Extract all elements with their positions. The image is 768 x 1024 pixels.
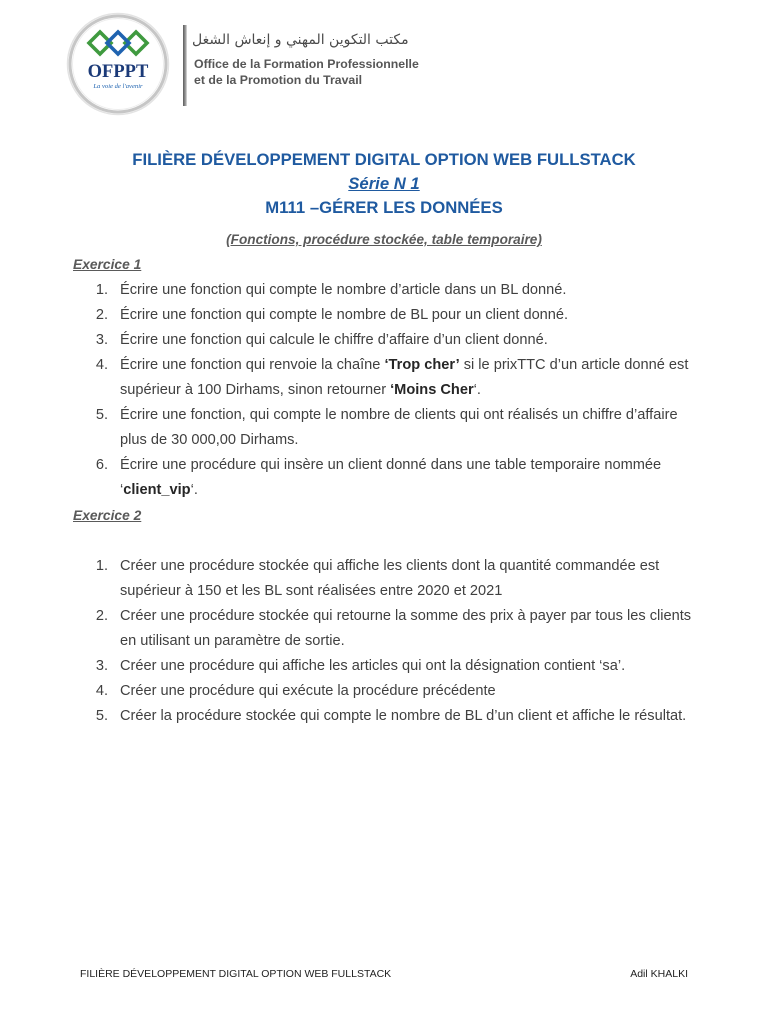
list-item-line — [0, 554, 768, 579]
item-number: 6. — [95, 457, 108, 474]
header-divider — [183, 25, 187, 106]
exercise-2-list — [0, 554, 768, 730]
item-text: Créer une procédure stockée qui retourne la somme des prix à payer par tous les clients — [120, 607, 692, 624]
exercise-heading — [0, 252, 768, 277]
institution-name-arabic: مكتب التكوين المهني و إنعاش الشغل — [192, 32, 409, 48]
item-text: Créer une procédure qui affiche les articles qui ont la désignation contient ‘sa’. — [120, 657, 626, 674]
item-text-segment: supérieur à 100 Dirhams, sinon retourner — [120, 381, 391, 398]
serie-title-text: Série N 1 — [348, 174, 420, 193]
list-item — [0, 654, 768, 679]
item-text: Écrire une fonction qui compte le nombre de BL pour un client donné. — [120, 306, 569, 323]
blank-line — [0, 528, 768, 553]
emphasized-text: client_vip — [123, 482, 191, 499]
item-number: 5. — [95, 708, 108, 725]
list-item-line — [0, 353, 768, 378]
item-text: Écrire une fonction, qui compte le nombre de clients qui ont réalisés un chiffre d’affaire — [120, 407, 678, 423]
list-item — [0, 704, 768, 729]
exercise-1-list — [0, 278, 768, 504]
document-title-block — [0, 148, 768, 220]
item-text-segment: ‘. — [473, 381, 481, 398]
item-number: 4. — [95, 356, 108, 373]
list-item-line — [0, 478, 768, 503]
item-number: 3. — [95, 657, 108, 674]
emphasized-text: ‘Trop cher’ — [384, 356, 460, 373]
footer-filiere: FILIÈRE DÉVELOPPEMENT DIGITAL OPTION WEB FULLSTACK — [80, 968, 392, 980]
footer-author: Adil KHALKI — [630, 968, 688, 980]
institution-name-line-1: Office de la Formation Professionnelle — [194, 57, 419, 71]
list-item-line — [0, 654, 768, 679]
item-number: 1. — [95, 281, 108, 298]
list-item — [0, 453, 768, 503]
item-number: 1. — [95, 557, 108, 574]
exercises — [0, 252, 768, 729]
item-text-segment: si le prixTTC d’un article donné est — [459, 356, 689, 373]
list-item — [0, 554, 768, 604]
item-number: 2. — [95, 607, 108, 624]
list-item-line — [0, 303, 768, 328]
logo-tagline: La voie de l'avenir — [93, 83, 143, 90]
list-item-line — [0, 328, 768, 353]
list-item-line — [0, 704, 768, 729]
list-item-line — [0, 629, 768, 654]
list-item-line — [0, 679, 768, 704]
logo-acronym: OFPPT — [87, 62, 149, 82]
list-item — [0, 679, 768, 704]
item-text: Écrire une fonction qui compte le nombre d’article dans un BL donné. — [120, 281, 567, 298]
list-item — [0, 303, 768, 328]
item-text-segment: Écrire une fonction qui renvoie la chaîne — [120, 356, 385, 373]
item-text: Créer une procédure qui exécute la procédure précédente — [120, 683, 496, 700]
list-item-line — [0, 604, 768, 629]
item-text-segment: ‘. — [190, 482, 198, 499]
exercise-2 — [0, 503, 768, 729]
filiere-title: FILIÈRE DÉVELOPPEMENT DIGITAL OPTION WEB FULLSTACK — [132, 150, 636, 169]
list-item-line — [0, 428, 768, 453]
item-text — [0, 382, 481, 398]
topics-subtitle — [0, 228, 768, 252]
list-item-line — [0, 579, 768, 604]
item-number: 4. — [95, 683, 108, 700]
exercise-heading — [0, 503, 768, 528]
exercise-heading-text: Exercice 1 — [73, 257, 142, 273]
list-item — [0, 328, 768, 353]
item-text-segment: ‘ — [120, 482, 124, 499]
institution-name-line-2: et de la Promotion du Travail — [194, 73, 363, 87]
item-number: 5. — [95, 407, 108, 423]
item-text: Créer une procédure stockée qui affiche les clients dont la quantité commandée est — [120, 557, 660, 574]
emphasized-text: ‘Moins Cher — [390, 381, 474, 398]
exercise-heading-text: Exercice 2 — [73, 508, 142, 524]
item-text: Écrire une procédure qui insère un client donné dans une table temporaire nommée — [120, 457, 662, 474]
serie-title — [0, 172, 768, 196]
topics-subtitle-text: (Fonctions, procédure stockée, table temporaire) — [226, 232, 542, 247]
list-item-line — [0, 278, 768, 303]
exercise-1 — [0, 252, 768, 503]
list-item-line — [0, 453, 768, 478]
item-text: Créer la procédure stockée qui compte le nombre de BL d’un client et affiche le résultat. — [120, 708, 687, 725]
item-number: 2. — [95, 306, 108, 323]
item-text — [0, 482, 198, 498]
list-item — [0, 278, 768, 303]
item-number: 3. — [95, 331, 108, 348]
list-item-line — [0, 378, 768, 403]
list-item-line — [0, 403, 768, 428]
item-text: Écrire une fonction qui calcule le chiffre d’affaire d’un client donné. — [120, 331, 548, 348]
list-item — [0, 604, 768, 654]
list-item — [0, 403, 768, 453]
list-item — [0, 353, 768, 403]
module-title: M111 –GÉRER LES DONNÉES — [265, 198, 503, 217]
item-text: plus de 30 000,00 Dirhams. — [120, 432, 299, 449]
item-text: en utilisant un paramètre de sortie. — [120, 632, 345, 649]
item-text: supérieur à 150 et les BL sont réalisées entre 2020 et 2021 — [120, 582, 503, 599]
ofppt-logo — [66, 12, 170, 116]
